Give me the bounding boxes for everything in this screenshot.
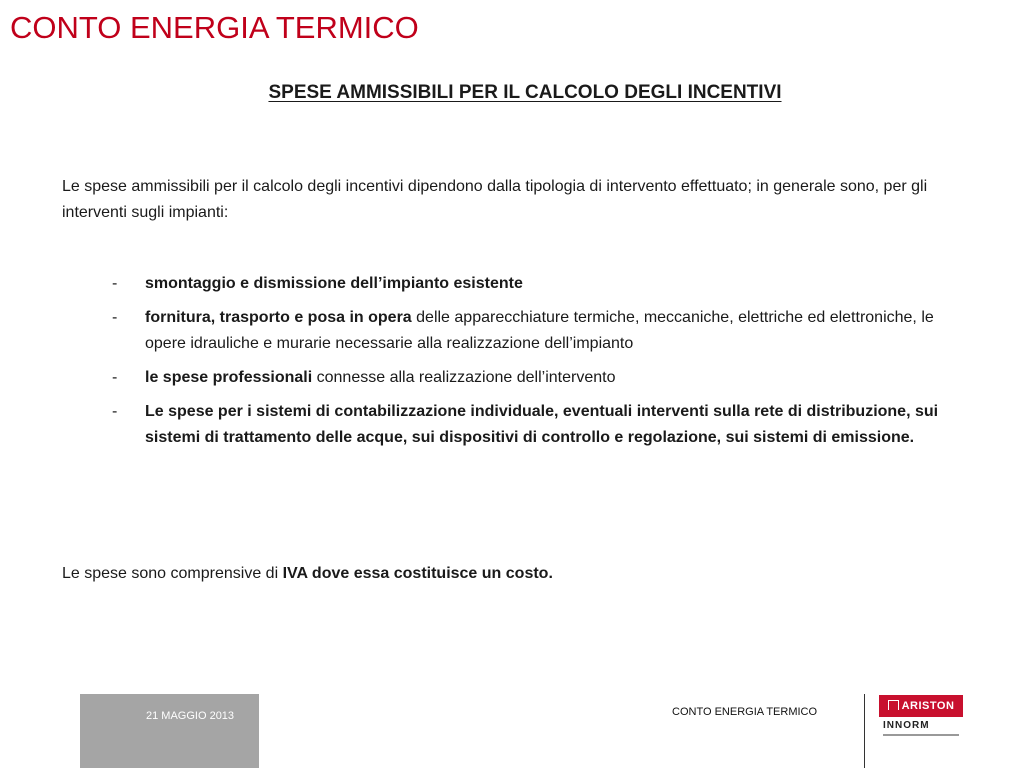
- footer-date: 21 MAGGIO 2013: [146, 710, 235, 722]
- ariston-innorm-logo: [879, 695, 963, 745]
- slide-title: CONTO ENERGIA TERMICO: [10, 10, 419, 45]
- list-item: [112, 399, 972, 451]
- bullet-bold-text: fornitura, trasporto e posa in opera: [145, 309, 412, 326]
- bullet-text: connesse alla realizzazione dell’intervento: [312, 369, 616, 386]
- innorm-logo-rule: [883, 734, 959, 736]
- footer-divider: [864, 694, 865, 768]
- bullet-list: [112, 271, 972, 459]
- ariston-logo: [879, 695, 963, 717]
- bullet-dash: -: [112, 403, 118, 420]
- bullet-bold-text: Le spese per i sistemi di contabilizzazione individuale, eventuali interventi sulla rete di distribuzione, sui sistemi di trattamento delle acque, sui dispositivi di controllo e regolazione, sui sistemi di emissione.: [145, 403, 939, 446]
- list-item: [112, 271, 972, 297]
- bullet-dash: -: [112, 369, 118, 386]
- list-item: [112, 305, 972, 357]
- innorm-logo-text: INNORM: [883, 720, 930, 731]
- closing-paragraph: [62, 561, 962, 587]
- bullet-text: delle apparecchiature termiche, meccaniche, elettriche ed elettroniche, le opere idrauliche e murarie necessarie alla realizzazione dell’impianto: [145, 309, 934, 352]
- closing-bold-text: IVA dove essa costituisce un costo.: [282, 565, 553, 582]
- footer-date-box: [80, 694, 259, 768]
- bullet-bold-text: le spese professionali: [145, 369, 313, 386]
- closing-text: Le spese sono comprensive di: [62, 565, 283, 582]
- slide-subtitle: SPESE AMMISSIBILI PER IL CALCOLO DEGLI INCENTIVI: [268, 82, 782, 103]
- ariston-logo-text: ARISTON: [901, 700, 955, 712]
- bullet-dash: -: [112, 275, 118, 292]
- ariston-mark-icon: [888, 700, 899, 710]
- bullet-dash: -: [112, 309, 118, 326]
- list-item: [112, 365, 972, 391]
- intro-paragraph: Le spese ammissibili per il calcolo degli incentivi dipendono dalla tipologia di intervento effettuato; in generale sono, per gli interventi sugli impianti:: [62, 178, 928, 221]
- footer-title: CONTO ENERGIA TERMICO: [672, 706, 818, 718]
- bullet-bold-text: smontaggio e dismissione dell’impianto esistente: [145, 275, 523, 292]
